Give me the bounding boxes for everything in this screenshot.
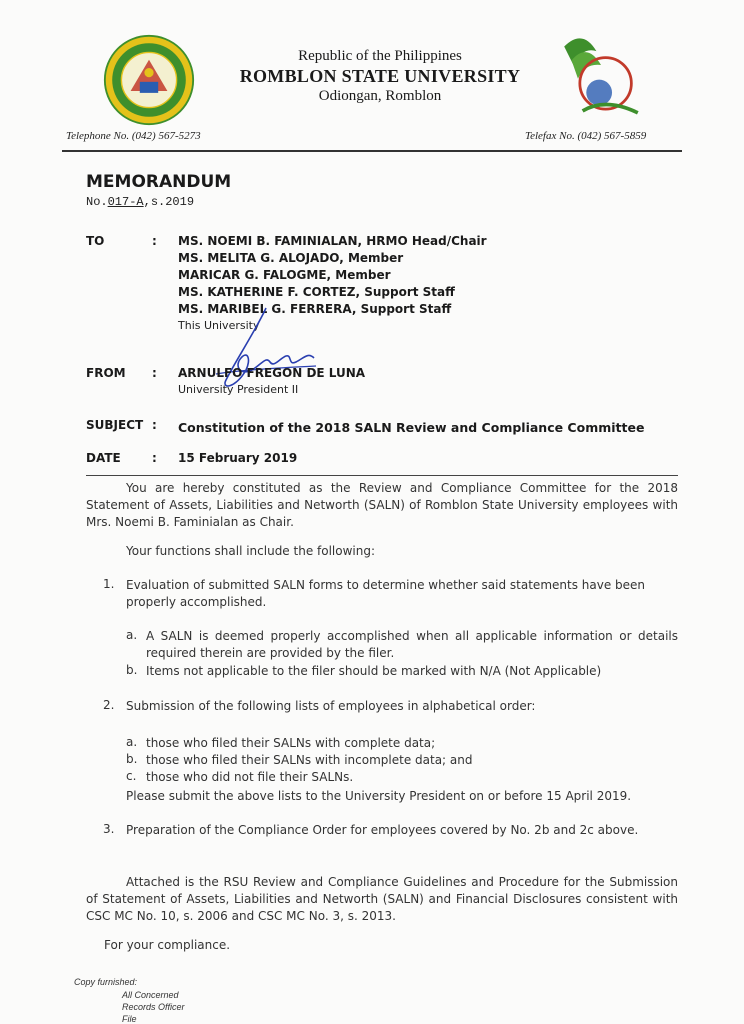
date-divider <box>86 475 678 476</box>
item-1-text: Evaluation of submitted SALN forms to determine whether said statements have been properly accomplished. <box>126 578 646 609</box>
copy-furnished-item: File <box>122 1014 137 1024</box>
item-1b-letter: b. <box>126 663 138 677</box>
item-3-number: 3. <box>103 822 115 836</box>
memo-number-prefix: No. <box>86 195 108 209</box>
recipient-5: MS. MARIBEL G. FERRERA, Support Staff <box>178 302 452 316</box>
attached-paragraph: Attached is the RSU Review and Compliance Guidelines and Procedure for the Submission of Statement of Assets, Liabilities and Networth (SALN) and Financial Disclosures consistent with CSC MC No. 10, s. 2006 and CSC MC No. 3, s. 2013. <box>86 875 678 923</box>
memo-title: MEMORANDUM <box>86 172 232 192</box>
subject-label: SUBJECT <box>86 418 144 432</box>
item-2b-text: those who filed their SALNs with incomplete data; and <box>146 753 473 767</box>
memo-number-value: 017-A <box>107 195 144 209</box>
copy-furnished-item: All Concerned <box>122 990 179 1000</box>
subject-colon: : <box>152 418 157 432</box>
to-label: TO <box>86 234 105 248</box>
item-2c-letter: c. <box>126 769 137 783</box>
header-university-name: ROMBLON STATE UNIVERSITY <box>239 66 521 86</box>
header-republic: Republic of the Philippines <box>298 48 462 64</box>
functions-intro: Your functions shall include the following: <box>126 544 375 558</box>
item-1a-letter: a. <box>126 628 138 642</box>
date-text: 15 February 2019 <box>178 451 298 465</box>
item-2-number: 2. <box>103 698 115 712</box>
date-colon: : <box>152 451 157 465</box>
intro-paragraph: You are hereby constituted as the Review and Compliance Committee for the 2018 Statement of Assets, Liabilities and Networth (SALN) of Romblon State University employees with Mrs. Noemi B. Faminialan as Chair. <box>86 481 678 529</box>
to-colon: : <box>152 234 157 248</box>
item-2a-letter: a. <box>126 735 138 749</box>
item-2-text: Submission of the following lists of employees in alphabetical order: <box>126 699 536 713</box>
from-label: FROM <box>86 366 126 380</box>
recipient-1: MS. NOEMI B. FAMINIALAN, HRMO Head/Chair <box>178 234 487 248</box>
header-location: Odiongan, Romblon <box>318 88 442 104</box>
subject-text: Constitution of the 2018 SALN Review and Compliance Committee <box>178 420 645 435</box>
item-1b-text: Items not applicable to the filer should be marked with N/A (Not Applicable) <box>146 664 602 678</box>
item-2a-text: those who filed their SALNs with complete data; <box>146 736 436 750</box>
memo-number-suffix: ,s.2019 <box>143 195 195 209</box>
recipient-2: MS. MELITA G. ALOJADO, Member <box>178 251 404 265</box>
item-1-number: 1. <box>103 577 115 591</box>
recipient-3: MARICAR G. FALOGME, Member <box>178 268 391 282</box>
item-1a-text: A SALN is deemed properly accomplished when all applicable information or details required therein are provided by the filer. <box>146 629 678 660</box>
item-3-text: Preparation of the Compliance Order for employees covered by No. 2b and 2c above. <box>126 823 639 837</box>
recipient-scope: This University <box>178 319 260 332</box>
item-2c-text: those who did not file their SALNs. <box>146 770 354 784</box>
from-position: University President II <box>178 383 299 396</box>
date-label: DATE <box>86 451 121 465</box>
copy-furnished-label: Copy furnished: <box>74 977 138 987</box>
from-colon: : <box>152 366 157 380</box>
item-2b-letter: b. <box>126 752 138 766</box>
recipient-4: MS. KATHERINE F. CORTEZ, Support Staff <box>178 285 455 299</box>
memo-number <box>86 195 194 209</box>
from-name: ARNULFO FREGON DE LUNA <box>178 366 366 380</box>
telephone-number: Telephone No. (042) 567-5273 <box>66 130 201 142</box>
copy-furnished-item: Records Officer <box>122 1002 185 1012</box>
closing-line: For your compliance. <box>104 938 231 952</box>
header-divider <box>62 150 682 152</box>
telefax-number: Telefax No. (042) 567-5859 <box>525 130 647 142</box>
item-2-note: Please submit the above lists to the University President on or before 15 April 2019. <box>126 789 632 803</box>
